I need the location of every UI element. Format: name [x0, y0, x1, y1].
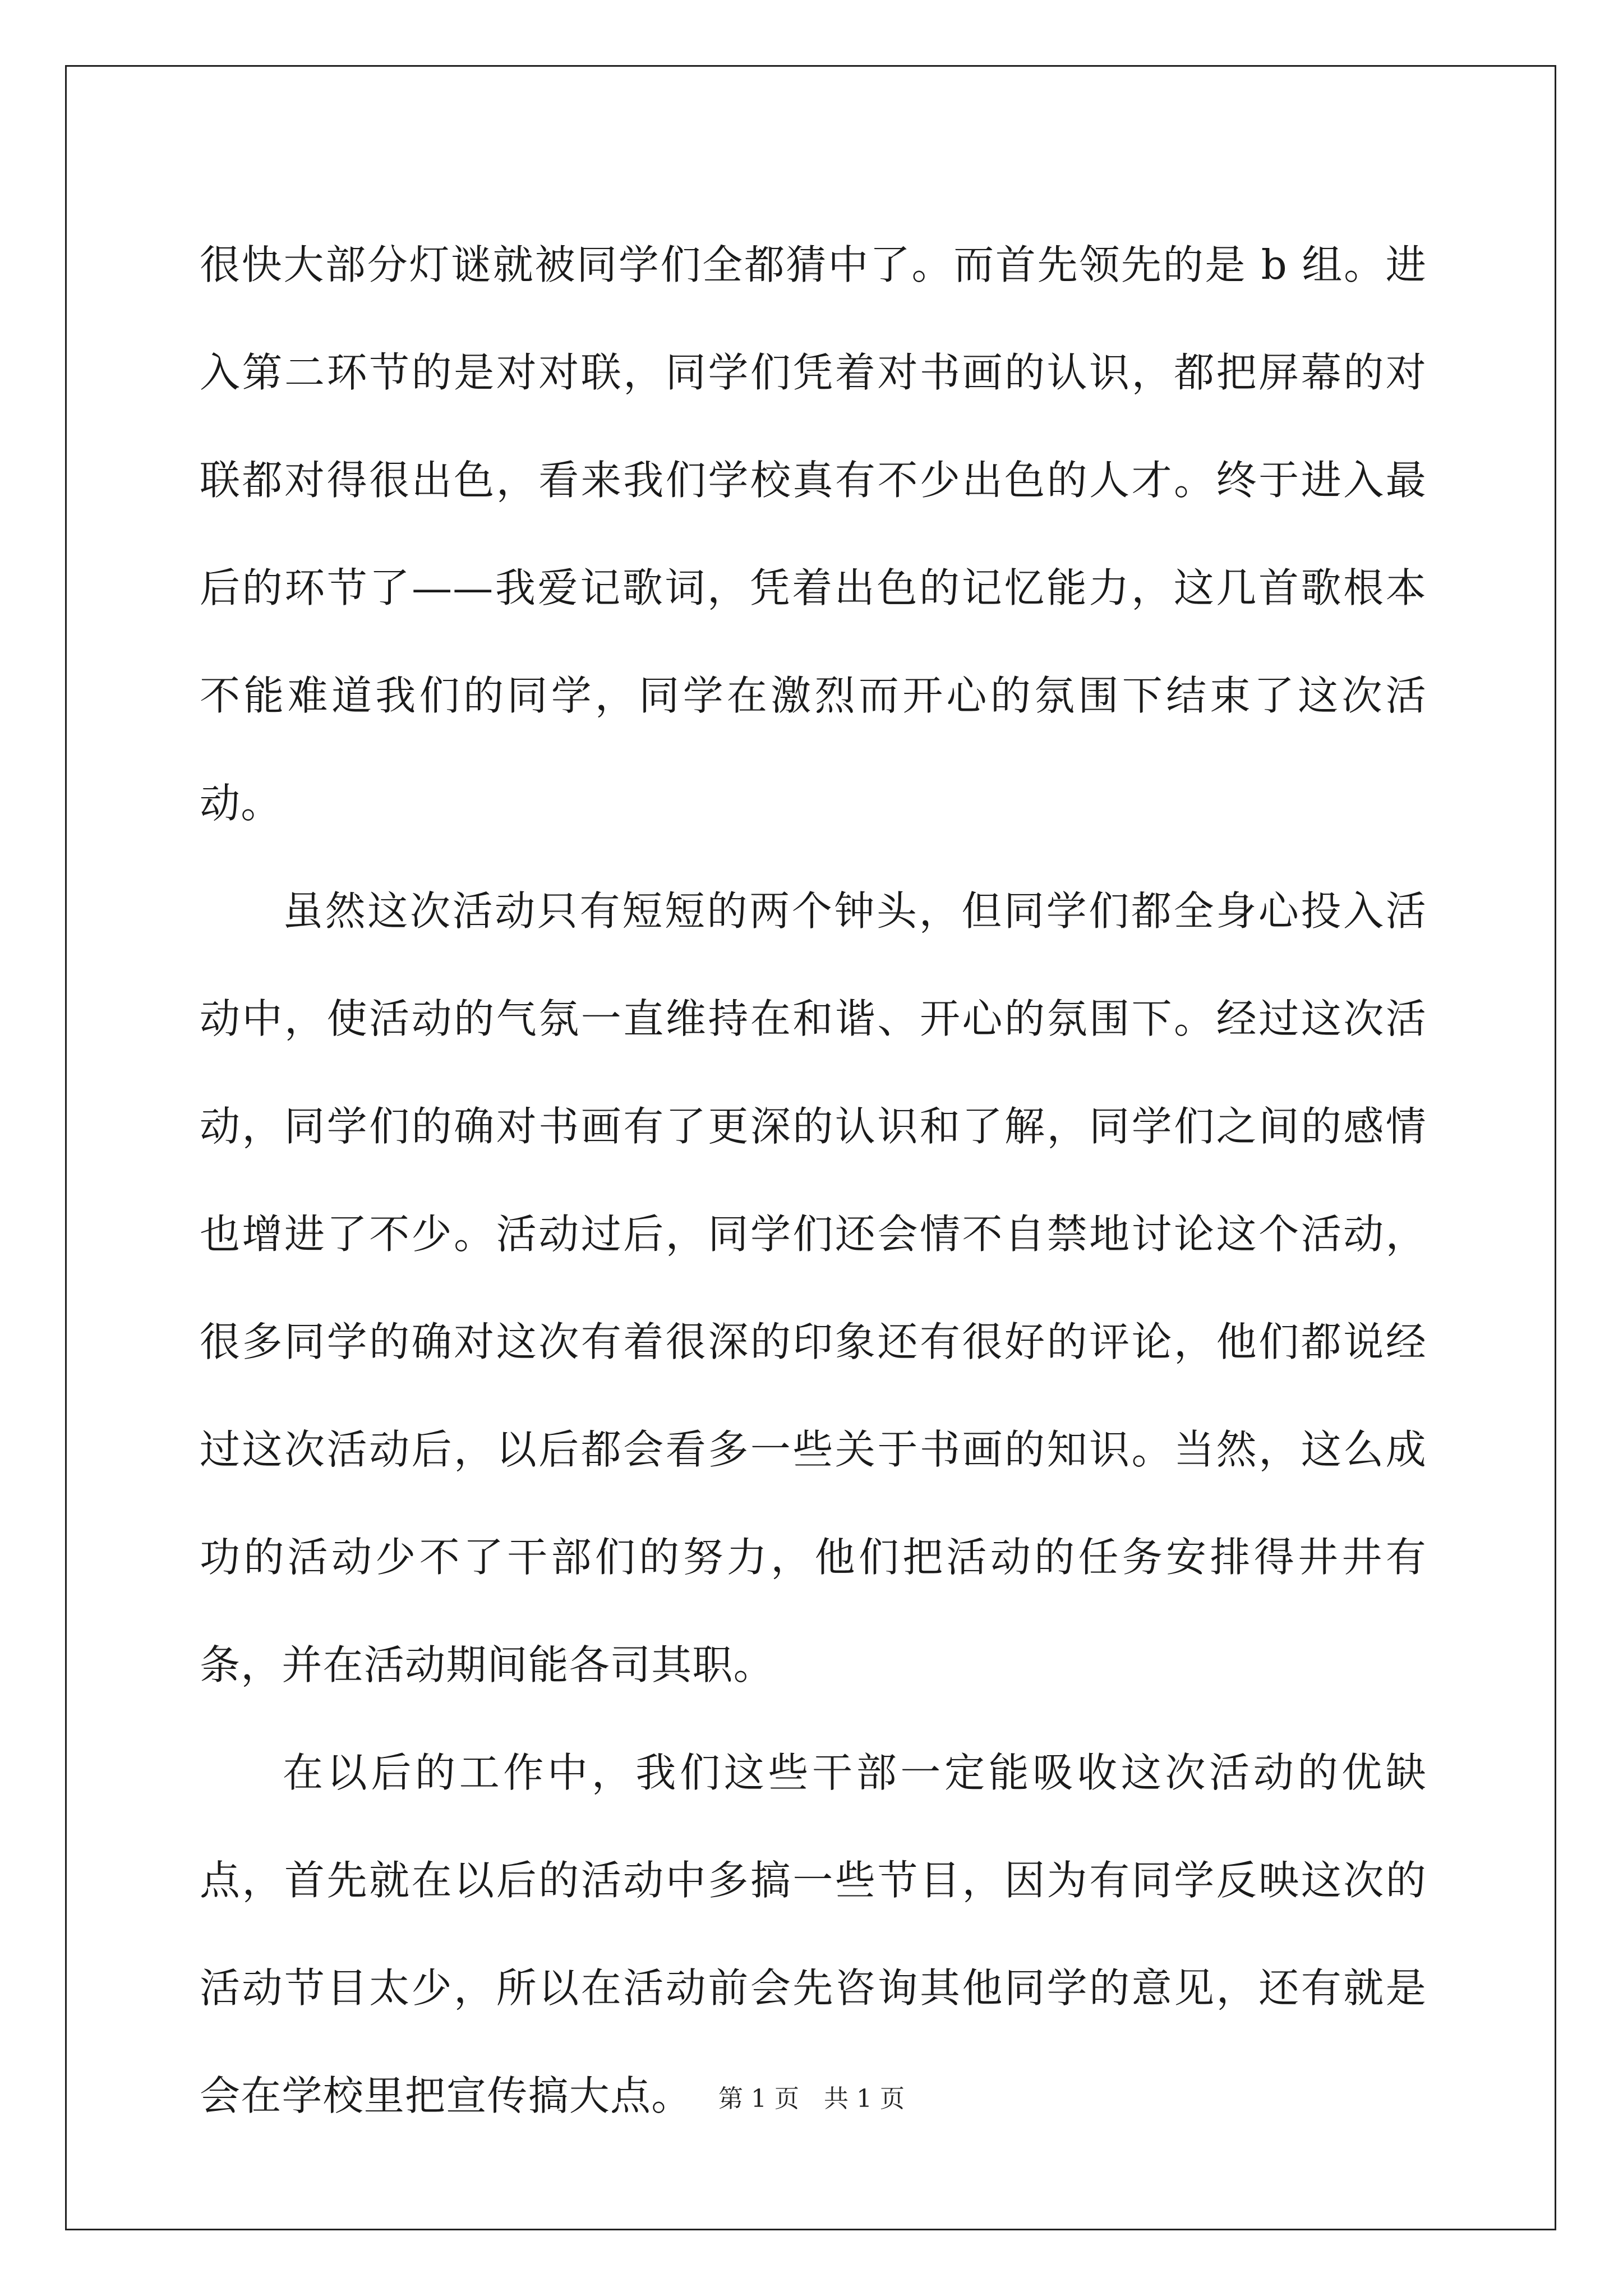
paragraph-1: 很快大部分灯谜就被同学们全都猜中了。而首先领先的是 b 组。进入第二环节的是对对联，同学们凭着对书画的认识，都把屏幕的对联都对得很出色，看来我们学校真有不少出色的人才。终于进入最后的环节了——我爱记歌词，凭着出色的记忆能力，这几首歌根本不能难道我们的同学，同学在激烈而开心的氛围下结束了这次活动。: [200, 241, 1427, 827]
document-body: [200, 211, 1427, 2150]
paragraph-2: 虽然这次活动只有短短的两个钟头，但同学们都全身心投入活动中，使活动的气氛一直维持在和谐、开心的氛围下。经过这次活动，同学们的确对书画有了更深的认识和了解，同学们之间的感情也增进了不少。活动过后，同学们还会情不自禁地讨论这个活动，很多同学的确对这次有着很深的印象还有很好的评论，他们都说经过这次活动后，以后都会看多一些关于书画的知识。当然，这么成功的活动少不了干部们的努力，他们把活动的任务安排得井井有条，并在活动期间能各司其职。: [200, 887, 1427, 1688]
page-total: 共 1 页: [824, 2085, 905, 2113]
paragraph-3: 在以后的工作中，我们这些干部一定能吸收这次活动的优缺点，首先就在以后的活动中多搞一些节目，因为有同学反映这次的活动节目太少，所以在活动前会先咨询其他同学的意见，还有就是会在学校里把宣传搞大点。: [200, 1749, 1427, 2119]
page-number: 第 1 页: [718, 2085, 799, 2113]
page-footer: [0, 2083, 1623, 2115]
